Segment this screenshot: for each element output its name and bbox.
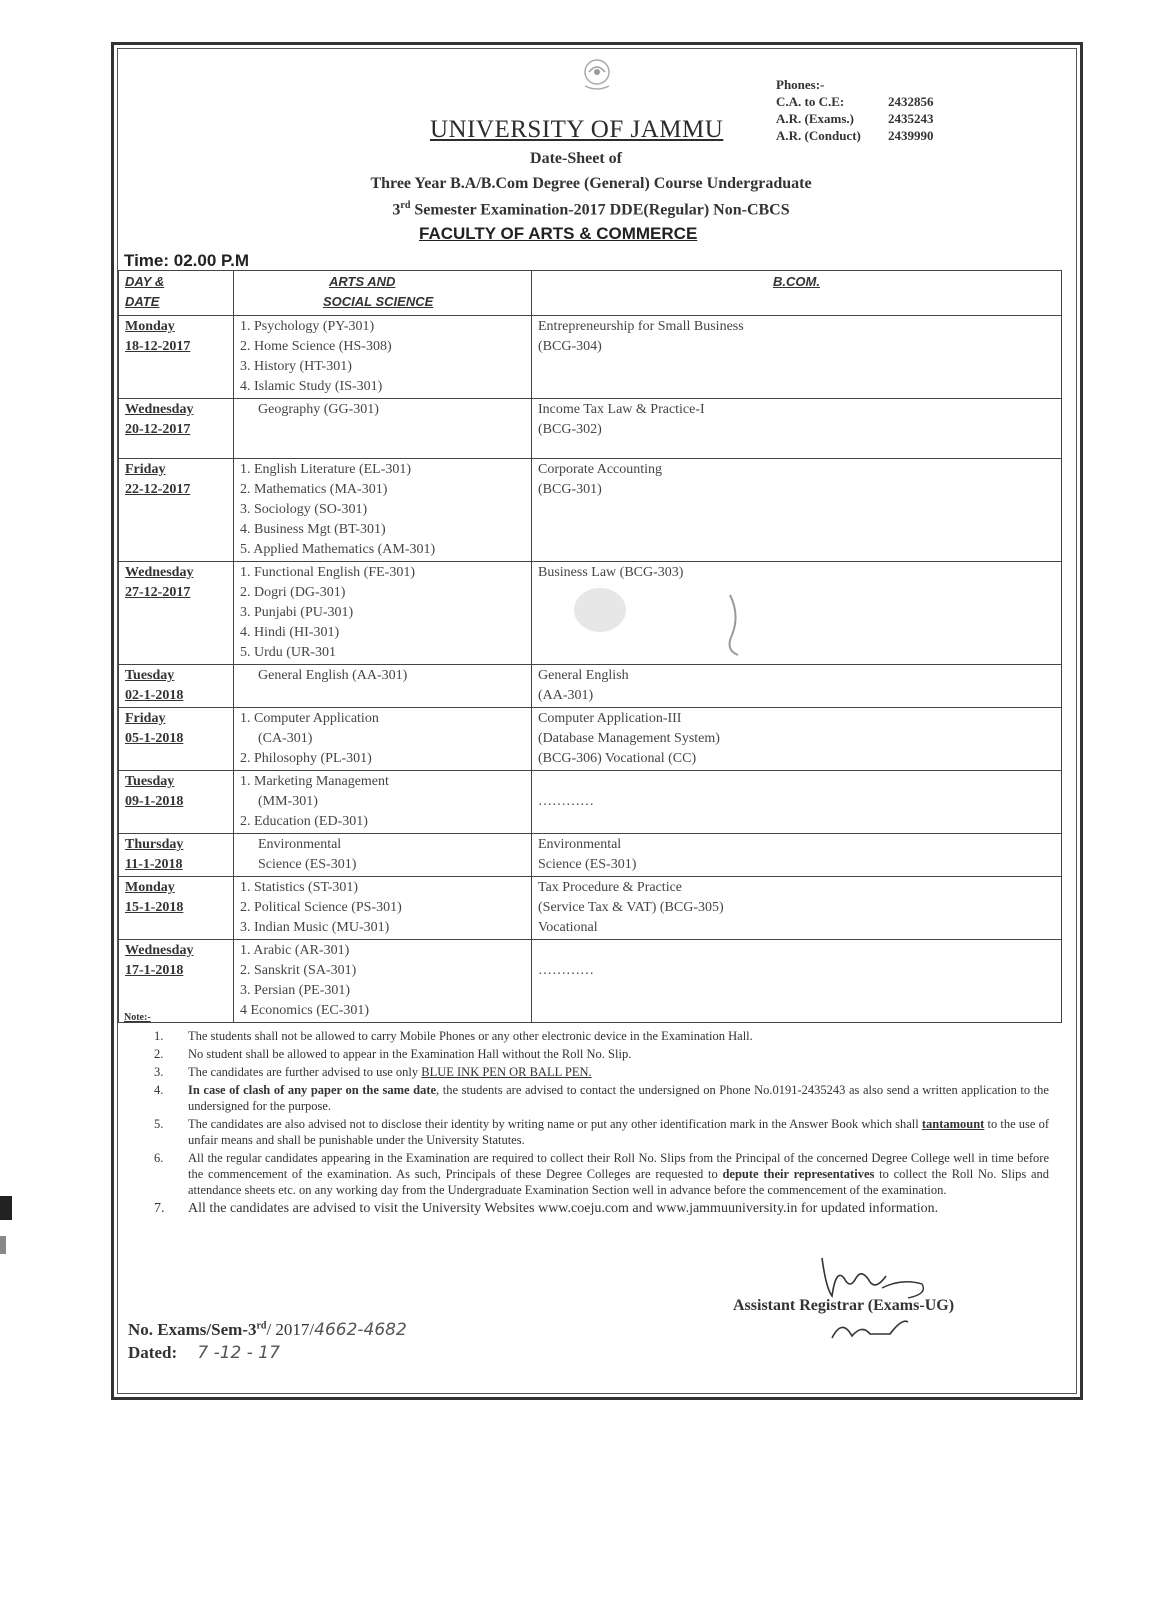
arts-subjects-cell <box>234 316 532 399</box>
subject-item: Tax Procedure & Practice <box>538 880 683 895</box>
subject-item: 1. Functional English (FE-301) <box>240 565 415 580</box>
subject-item: 5. Urdu (UR-301 <box>240 645 337 660</box>
university-title: UNIVERSITY OF JAMMU <box>430 116 724 143</box>
notes-heading: Note:- <box>124 1012 151 1023</box>
subject-item: (BCG-306) Vocational (CC) <box>538 751 697 766</box>
table-row <box>119 665 1062 708</box>
subject-item: 1. Statistics (ST-301) <box>240 880 359 895</box>
note-item: 7. All the candidates are advised to visit the University Websites www.coeju.com and www.jammuuniversity.in for updated information. <box>154 1201 939 1216</box>
subject-item: Vocational <box>538 920 598 935</box>
subject-item: 1. Arabic (AR-301) <box>240 943 350 958</box>
day-date-cell <box>119 665 234 708</box>
date-label: 22-12-2017 <box>125 482 191 497</box>
header-arts: ARTS AND SOCIAL SCIENCE <box>234 271 532 316</box>
date-sheet-heading: Date-Sheet of <box>530 150 622 167</box>
phones-label: Phones:- <box>776 77 825 92</box>
subject-item: Environmental <box>258 837 342 852</box>
subject-item: 3. Indian Music (MU-301) <box>240 920 390 935</box>
signature-scribble-icon <box>812 1238 942 1348</box>
subject-item: Science (ES-301) <box>258 857 357 872</box>
table-row <box>119 877 1062 940</box>
day-label: Friday <box>125 462 166 477</box>
subject-item: 5. Applied Mathematics (AM-301) <box>240 542 436 557</box>
bcom-subjects-cell <box>532 399 1062 459</box>
arts-subjects-cell <box>234 708 532 771</box>
subject-item: General English <box>538 668 629 683</box>
subject-item: (Service Tax & VAT) (BCG-305) <box>538 900 724 915</box>
note-item: 1. The students shall not be allowed to carry Mobile Phones or any other electronic device in the Examination Hall. <box>154 1029 753 1043</box>
university-emblem-icon <box>575 52 619 96</box>
header-day-date: DAY & DATE <box>119 271 234 316</box>
day-date-cell <box>119 562 234 665</box>
date-label: 11-1-2018 <box>125 857 183 872</box>
scan-edge-mark <box>0 1196 12 1220</box>
bcom-subjects-cell <box>532 459 1062 562</box>
subject-item: 2. Philosophy (PL-301) <box>240 751 372 766</box>
subject-item: (Database Management System) <box>538 731 720 746</box>
note-item: 5. The candidates are also advised not to disclose their identity by writing name or put any other identification mark in the Answer Book which shall tantamount to the use of unfair means and shall be punishable under the University Statutes. <box>154 1117 1049 1147</box>
dated-line: Dated: 7 -12 - 17 <box>128 1343 280 1363</box>
subject-item: Entrepreneurship for Small Business <box>538 319 744 334</box>
date-label: 09-1-2018 <box>125 794 184 809</box>
subject-item: 2. Mathematics (MA-301) <box>240 482 388 497</box>
bcom-subjects-cell <box>532 877 1062 940</box>
note-item: 3. The candidates are further advised to use only BLUE INK PEN OR BALL PEN. <box>154 1065 592 1079</box>
day-label: Monday <box>125 880 175 895</box>
subject-item: 1. Computer Application <box>240 711 379 726</box>
arts-subjects-cell <box>234 834 532 877</box>
day-label: Tuesday <box>125 668 175 683</box>
arts-subjects-cell <box>234 771 532 834</box>
stamp-smudge-icon <box>560 575 760 665</box>
table-row <box>119 708 1062 771</box>
subject-item: 3. Persian (PE-301) <box>240 983 351 998</box>
phone-row: C.A. to C.E: 2432856 <box>776 94 934 109</box>
day-date-cell <box>119 834 234 877</box>
arts-subjects-cell <box>234 399 532 459</box>
subject-item: 4. Hindi (HI-301) <box>240 625 340 640</box>
date-label: 27-12-2017 <box>125 585 191 600</box>
subject-item: (CA-301) <box>258 731 313 746</box>
note-item: 4. In case of clash of any paper on the same date, the students are advised to contact the undersigned on Phone No.0191-2435243 as also send a written application to the undersigned for the purpose. <box>154 1083 1049 1113</box>
scan-edge-mark <box>0 1236 6 1254</box>
table-row <box>119 399 1062 459</box>
subject-item: 2. Dogri (DG-301) <box>240 585 346 600</box>
subject-item: (BCG-302) <box>538 422 602 437</box>
bcom-subjects-cell <box>532 316 1062 399</box>
subject-item: Environmental <box>538 837 622 852</box>
arts-subjects-cell <box>234 562 532 665</box>
subject-item: Income Tax Law & Practice-I <box>538 402 705 417</box>
note-item: 6. All the regular candidates appearing in the Examination are required to collect their Roll No. Slips from the Principal of the concerned Degree College well in time before the commencement of the examination. As such, Principals of these Degree Colleges are requested to depute their representatives to collect the Roll No. Slips and attendance sheets etc. on any working day from the Undergraduate Examination Section well in advance before the commencement of the examination. <box>154 1151 1050 1197</box>
phones-block <box>776 76 934 144</box>
day-date-cell <box>119 877 234 940</box>
table-row <box>119 834 1062 877</box>
table-row <box>119 459 1062 562</box>
day-date-cell <box>119 316 234 399</box>
day-date-cell <box>119 771 234 834</box>
semester-heading: 3rd Semester Examination-2017 DDE(Regular) Non-CBCS <box>392 200 790 219</box>
arts-subjects-cell <box>234 459 532 562</box>
subject-item: 1. Psychology (PY-301) <box>240 319 375 334</box>
subject-item: 1. English Literature (EL-301) <box>240 462 412 477</box>
subject-item: 3. Sociology (SO-301) <box>240 502 368 517</box>
subject-item: Geography (GG-301) <box>258 402 379 417</box>
subject-item: (BCG-304) <box>538 339 602 354</box>
day-date-cell <box>119 459 234 562</box>
subject-item: 2. Education (ED-301) <box>240 814 368 829</box>
table-row <box>119 316 1062 399</box>
bcom-subjects-cell <box>532 665 1062 708</box>
subject-item: 2. Home Science (HS-308) <box>240 339 392 354</box>
subject-item: 1. Marketing Management <box>240 774 389 789</box>
subject-item: Computer Application-III <box>538 711 682 726</box>
date-label: 05-1-2018 <box>125 731 184 746</box>
arts-subjects-cell <box>234 877 532 940</box>
faculty-heading: FACULTY OF ARTS & COMMERCE <box>419 224 698 243</box>
day-date-cell <box>119 399 234 459</box>
reference-number: No. Exams/Sem-3rd/ 2017/4662-4682 <box>128 1320 407 1340</box>
header-bcom: B.COM. <box>532 271 1062 316</box>
subject-item: 3. Punjabi (PU-301) <box>240 605 354 620</box>
date-label: 02-1-2018 <box>125 688 184 703</box>
bcom-subjects-cell <box>532 834 1062 877</box>
day-label: Monday <box>125 319 175 334</box>
bcom-subjects-cell <box>532 708 1062 771</box>
day-date-cell <box>119 708 234 771</box>
arts-subjects-cell <box>234 665 532 708</box>
date-label: 17-1-2018 <box>125 963 184 978</box>
phone-row: A.R. (Conduct) 2439990 <box>776 128 934 143</box>
day-label: Thursday <box>125 837 184 852</box>
day-label: Tuesday <box>125 774 175 789</box>
subject-item: 4. Islamic Study (IS-301) <box>240 379 383 394</box>
day-label: Wednesday <box>125 943 194 958</box>
note-item: 2. No student shall be allowed to appear in the Examination Hall without the Roll No. Slip. <box>154 1047 632 1061</box>
bcom-subjects-cell <box>532 771 1062 834</box>
exam-time: Time: 02.00 P.M <box>124 251 250 270</box>
subject-item: 2. Sanskrit (SA-301) <box>240 963 357 978</box>
subject-item: 4 Economics (EC-301) <box>240 1003 370 1018</box>
day-label: Friday <box>125 711 166 726</box>
subject-item: 2. Political Science (PS-301) <box>240 900 402 915</box>
subject-item: (MM-301) <box>258 794 318 809</box>
subject-item: (BCG-301) <box>538 482 602 497</box>
subject-item: ………… <box>538 794 594 809</box>
phone-row: A.R. (Exams.) 2435243 <box>776 111 934 126</box>
subject-item: (AA-301) <box>538 688 594 703</box>
table-row <box>119 771 1062 834</box>
date-label: 18-12-2017 <box>125 339 191 354</box>
course-heading: Three Year B.A/B.Com Degree (General) Course Undergraduate <box>370 175 812 192</box>
subject-item: 3. History (HT-301) <box>240 359 352 374</box>
signatory-title: Assistant Registrar (Exams-UG) <box>733 1297 955 1314</box>
subject-item: General English (AA-301) <box>258 668 408 683</box>
subject-item: ………… <box>538 963 594 978</box>
date-label: 20-12-2017 <box>125 422 191 437</box>
subject-item: Science (ES-301) <box>538 857 637 872</box>
day-label: Wednesday <box>125 565 194 580</box>
day-label: Wednesday <box>125 402 194 417</box>
subject-item: 4. Business Mgt (BT-301) <box>240 522 386 537</box>
subject-item: Corporate Accounting <box>538 462 663 477</box>
table-header-row <box>119 271 1062 316</box>
notes-section <box>124 1010 1049 1218</box>
date-label: 15-1-2018 <box>125 900 184 915</box>
subject-item: Business Law (BCG-303) <box>538 565 684 580</box>
